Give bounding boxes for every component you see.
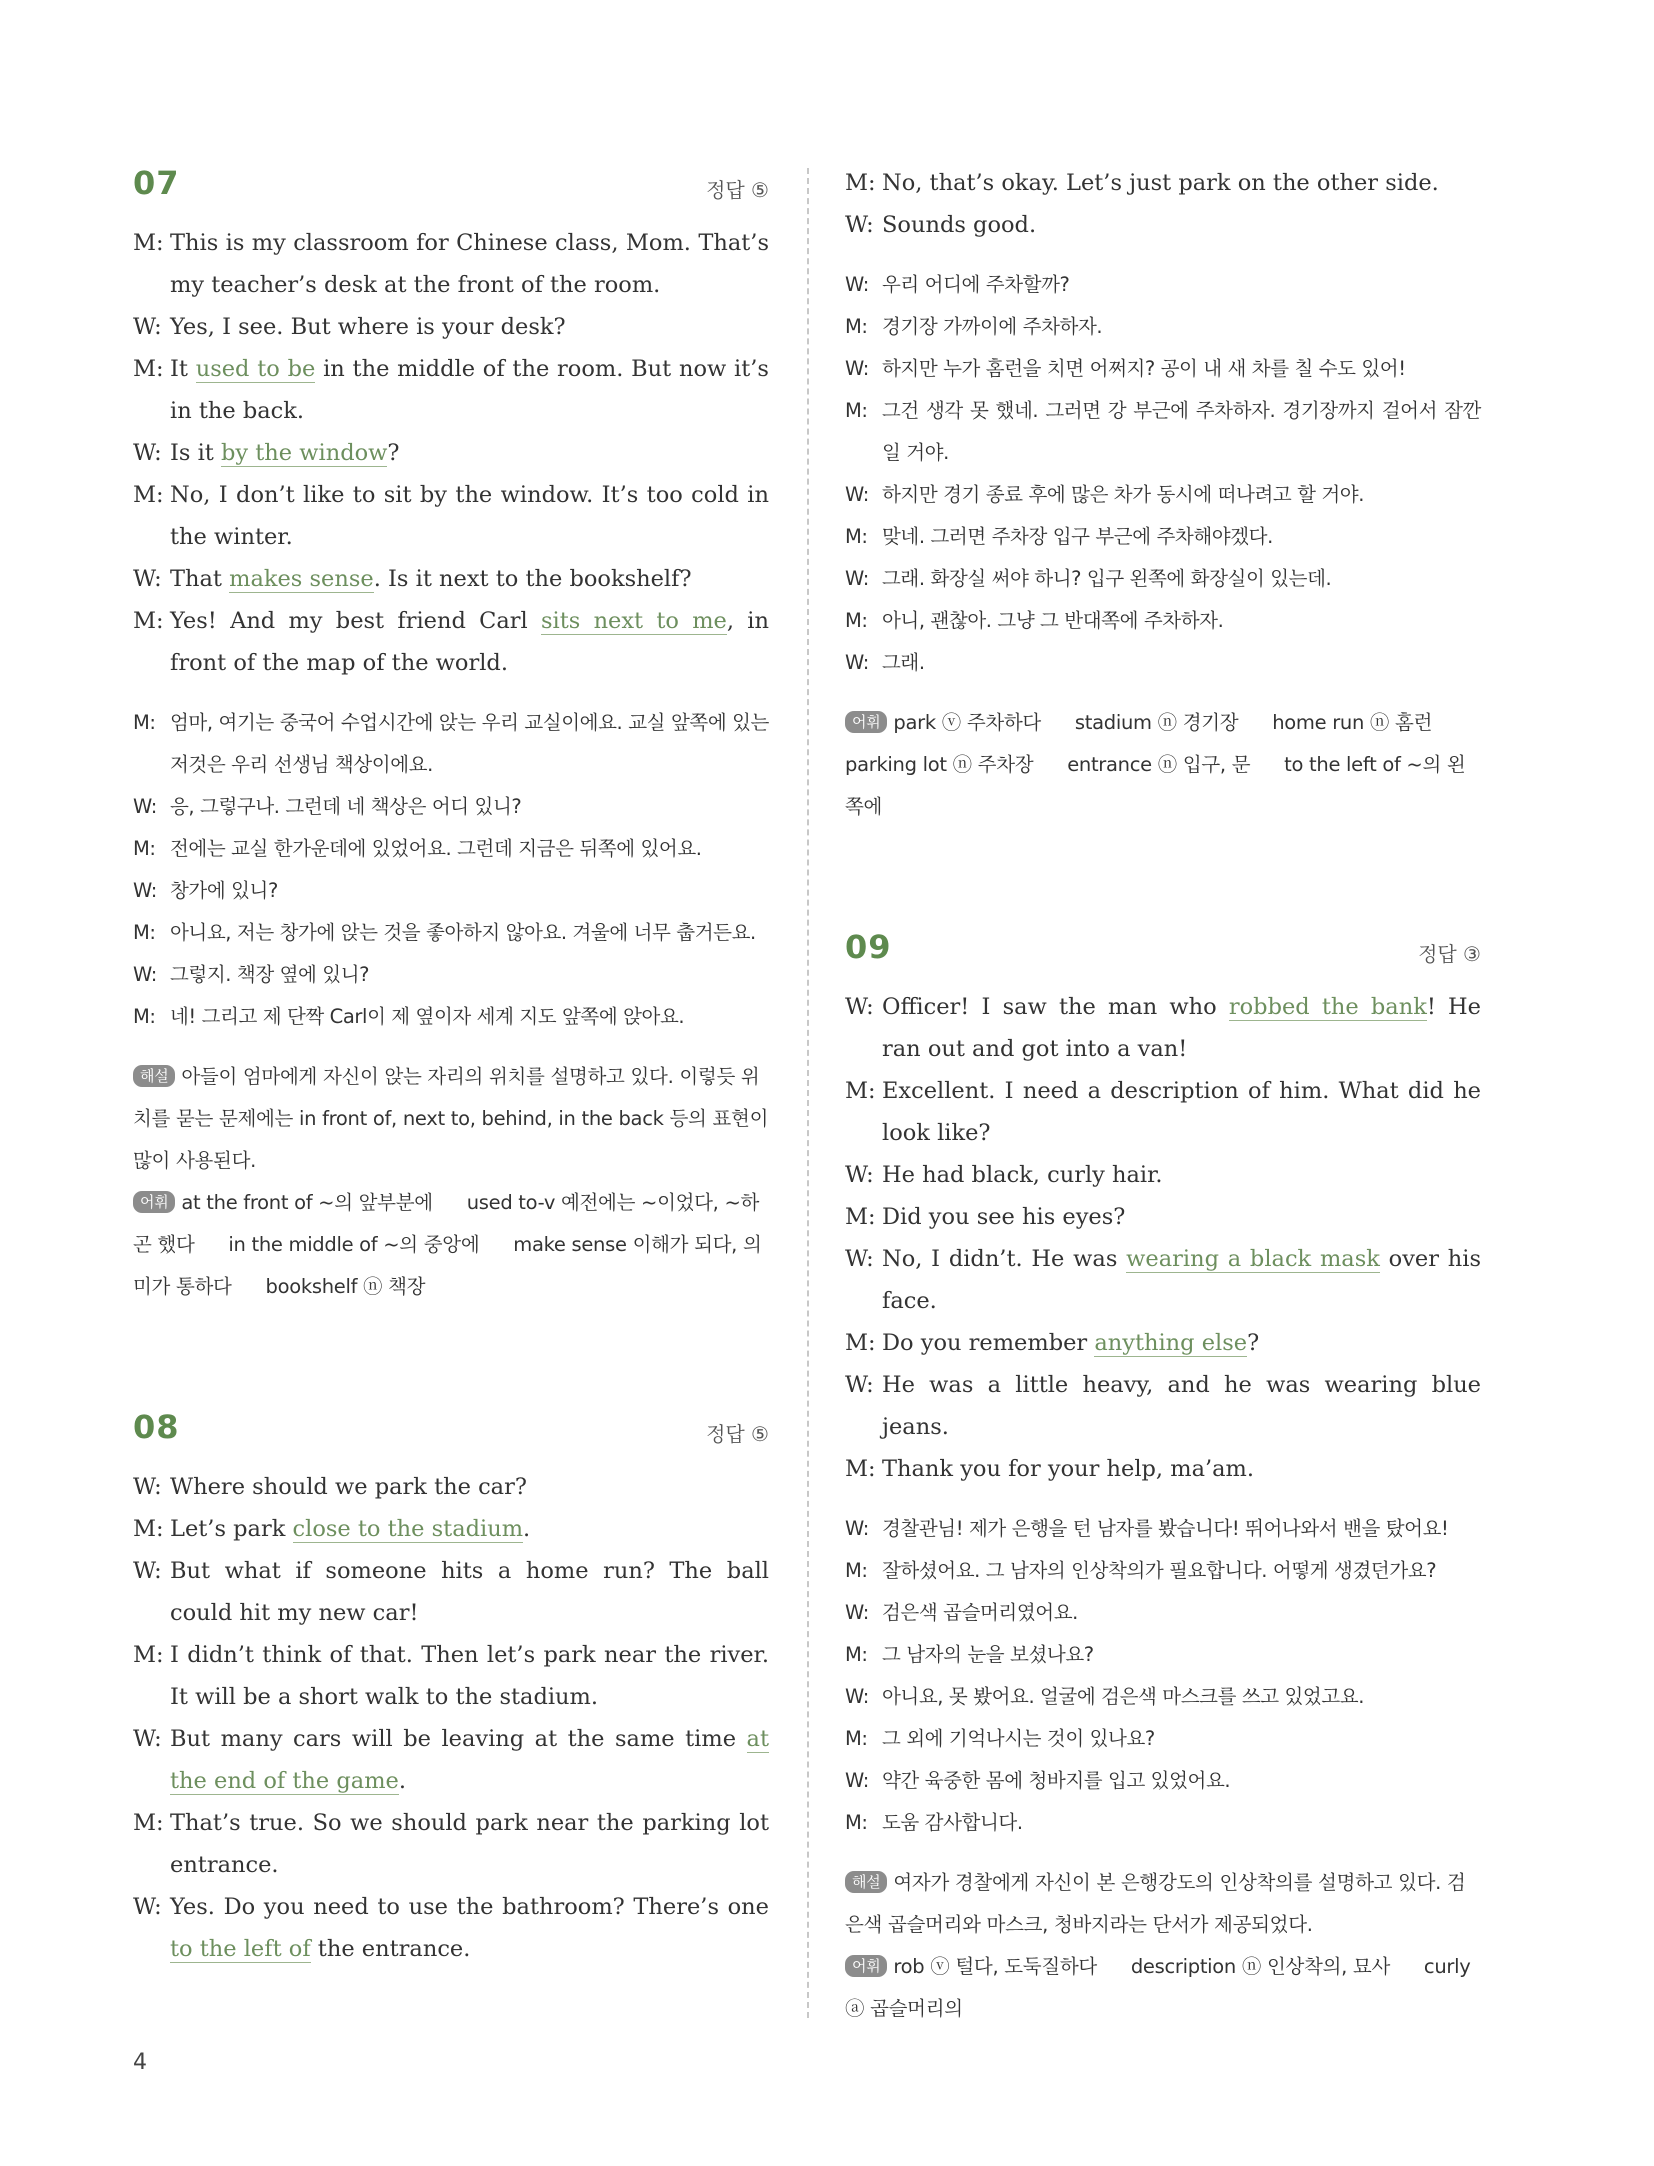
translation-text: 응, 그렇구나. 그런데 네 책상은 어디 있니? [170, 795, 522, 818]
translation-line [845, 1718, 1481, 1760]
vocab-tag: 어휘 [133, 1191, 175, 1213]
dialogue-text: He had black, curly hair. [882, 1162, 1163, 1188]
translation-line [133, 912, 769, 954]
vocab-item: used to-v 예전에는 ~이었다, ~하곤 했다 [133, 1191, 760, 1256]
vocab-item: entrance ⓝ 입구, 문 [1067, 753, 1251, 776]
question-number: 09 [845, 928, 892, 966]
translation-text: 그 남자의 눈을 보셨나요? [882, 1643, 1094, 1666]
vocab-item: curly ⓐ 곱슬머리의 [845, 1955, 1471, 2020]
dialogue-text: Sounds good. [882, 212, 1037, 238]
translation-text: 그렇지. 책장 옆에 있니? [170, 963, 370, 986]
dialogue-text: But many cars will be leaving at the same time [170, 1726, 747, 1752]
explanation-text: 여자가 경찰에게 자신이 본 은행강도의 인상착의를 설명하고 있다. 검은색 곱슬머리와 마스크, 청바지라는 단서가 제공되었다. [845, 1871, 1466, 1936]
dialogue-text: Yes, I see. But where is your desk? [170, 314, 566, 340]
dialogue-text: Yes. Do you need to use the bathroom? There’s one [170, 1894, 769, 1920]
dialogue-text: Do you remember [882, 1330, 1095, 1356]
speaker-label: W: [845, 1162, 874, 1188]
dialogue-line [845, 1364, 1481, 1448]
answer-label: 정답 ⑤ [706, 1422, 769, 1446]
q09-header [845, 924, 1481, 980]
dialogue-text: . [398, 1768, 407, 1794]
speaker-label: M: [845, 609, 868, 632]
translation-text: 경찰관님! 제가 은행을 턴 남자를 봤습니다! 뛰어나와서 밴을 탔어요! [882, 1517, 1449, 1540]
vocab-item: home run ⓝ 홈런 [1272, 711, 1433, 734]
dialogue-line [133, 1634, 769, 1718]
vocab-item: rob ⓥ 털다, 도둑질하다 [893, 1955, 1097, 1978]
translation-text: 전에는 교실 한가운데에 있었어요. 그런데 지금은 뒤쪽에 있어요. [170, 837, 702, 860]
answer-blank: at the end of the game [170, 1726, 769, 1794]
speaker-label: W: [133, 1558, 162, 1584]
translation-line [845, 1508, 1481, 1550]
dialogue-text: That [170, 566, 230, 592]
dialogue-text: the entrance. [310, 1936, 471, 1962]
translation-text: 그래. [882, 651, 925, 674]
speaker-label: M: [845, 1204, 876, 1230]
translation-text: 엄마, 여기는 중국어 수업시간에 앉는 우리 교실이에요. 교실 앞쪽에 있는 저것은 우리 선생님 책상이에요. [170, 711, 769, 776]
translation-line [133, 702, 769, 786]
speaker-label: W: [845, 357, 869, 380]
dialogue-text: No, that’s okay. Let’s just park on the other side. [882, 170, 1439, 196]
translation-line [845, 1676, 1481, 1718]
speaker-label: M: [133, 1516, 164, 1542]
dialogue-text: He was a little heavy, and he was wearing blue jeans. [882, 1372, 1481, 1440]
vocab-item: bookshelf ⓝ 책장 [265, 1275, 426, 1298]
speaker-label: W: [133, 879, 157, 902]
dialogue-text: ? [387, 440, 400, 466]
explanation-text: 아들이 엄마에게 자신이 앉는 자리의 위치를 설명하고 있다. 이렇듯 위치를 묻는 문제에는 in front of, next to, behind, in the back 등의 표현이 많이 사용된다. [133, 1065, 769, 1172]
dialogue-line [133, 348, 769, 432]
q09-translation [845, 1508, 1481, 1844]
translation-line [133, 828, 769, 870]
dialogue-line [845, 1322, 1481, 1364]
dialogue-line [133, 306, 769, 348]
answer-blank: close to the stadium [292, 1516, 524, 1542]
dialogue-line [845, 162, 1481, 204]
speaker-label: W: [845, 212, 874, 238]
q07-vocab [133, 1182, 769, 1308]
speaker-label: M: [133, 608, 164, 634]
speaker-label: W: [845, 1601, 869, 1624]
dialogue-text: . Is it next to the bookshelf? [373, 566, 692, 592]
q09-explanation [845, 1862, 1481, 1946]
dialogue-text: It [170, 356, 196, 382]
vocab-item: to the left of ~의 왼쪽에 [845, 753, 1466, 818]
q07-header [133, 160, 769, 216]
speaker-label: M: [845, 1559, 868, 1582]
translation-text: 도움 감사합니다. [882, 1811, 1023, 1834]
dialogue-text: Is it [170, 440, 221, 466]
dialogue-text: No, I didn’t. He was [882, 1246, 1127, 1272]
translation-text: 그 외에 기억나시는 것이 있나요? [882, 1727, 1155, 1750]
dialogue-text: Excellent. I need a description of him. What did he look like? [882, 1078, 1481, 1146]
speaker-label: W: [845, 1372, 874, 1398]
vocab-item: in the middle of ~의 중앙에 [228, 1233, 480, 1256]
translation-line [845, 1760, 1481, 1802]
speaker-label: M: [845, 1811, 868, 1834]
translation-text: 경기장 가까이에 주차하자. [882, 315, 1103, 338]
q07-dialogue [133, 222, 769, 684]
translation-text: 맞네. 그러면 주차장 입구 부근에 주차해야겠다. [882, 525, 1273, 548]
dialogue-line [133, 558, 769, 600]
dialogue-text: , in front of the map of the world. [170, 608, 769, 676]
translation-line [845, 600, 1481, 642]
dialogue-line [133, 1802, 769, 1886]
answer-blank: by the window [220, 440, 388, 466]
translation-line [845, 348, 1481, 390]
q08-translation [845, 264, 1481, 684]
dialogue-line [133, 474, 769, 558]
speaker-label: W: [845, 1685, 869, 1708]
speaker-label: W: [133, 1726, 162, 1752]
speaker-label: M: [133, 230, 164, 256]
dialogue-line [845, 1238, 1481, 1322]
answer-blank: to the left of [170, 1936, 311, 1962]
dialogue-text: ? [1247, 1330, 1260, 1356]
explanation-tag: 해설 [133, 1065, 175, 1087]
speaker-label: M: [133, 1005, 156, 1028]
translation-text: 창가에 있니? [170, 879, 278, 902]
dialogue-text: Did you see his eyes? [882, 1204, 1126, 1230]
translation-line [133, 996, 769, 1038]
vocab-item: stadium ⓝ 경기장 [1074, 711, 1239, 734]
translation-line [133, 786, 769, 828]
dialogue-line [133, 222, 769, 306]
page-number: 4 [133, 2050, 147, 2075]
dialogue-line [133, 1466, 769, 1508]
translation-text: 잘하셨어요. 그 남자의 인상착의가 필요합니다. 어떻게 생겼던가요? [882, 1559, 1437, 1582]
speaker-label: W: [845, 483, 869, 506]
speaker-label: M: [133, 711, 156, 734]
translation-text: 하지만 경기 종료 후에 많은 차가 동시에 떠나려고 할 거야. [882, 483, 1365, 506]
translation-line [845, 642, 1481, 684]
right-column [845, 162, 1481, 2030]
dialogue-text: That’s true. So we should park near the parking lot entrance. [170, 1810, 769, 1878]
speaker-label: M: [845, 1078, 876, 1104]
dialogue-line [845, 1154, 1481, 1196]
dialogue-text: ! He ran out and got into a van! [882, 994, 1481, 1062]
answer-blank: makes sense [229, 566, 374, 592]
translation-text: 그래. 화장실 써야 하니? 입구 왼쪽에 화장실이 있는데. [882, 567, 1332, 590]
translation-line [133, 870, 769, 912]
vocab-item: parking lot ⓝ 주차장 [845, 753, 1034, 776]
q08-dialogue-part1 [133, 1466, 769, 1970]
translation-line [133, 954, 769, 996]
translation-line [845, 1592, 1481, 1634]
dialogue-text: Officer! I saw the man who [882, 994, 1229, 1020]
dialogue-line [133, 1508, 769, 1550]
answer-blank: robbed the bank [1228, 994, 1427, 1020]
q08-header [133, 1404, 769, 1460]
speaker-label: W: [845, 567, 869, 590]
q07-translation [133, 702, 769, 1038]
dialogue-line [845, 986, 1481, 1070]
speaker-label: M: [133, 482, 164, 508]
dialogue-line [845, 204, 1481, 246]
speaker-label: M: [133, 921, 156, 944]
answer-blank: used to be [195, 356, 316, 382]
dialogue-text: in the middle of the room. But now it’s in the back. [170, 356, 769, 424]
dialogue-text: Let’s park [170, 1516, 293, 1542]
question-number: 07 [133, 164, 180, 202]
answer-label: 정답 ⑤ [706, 178, 769, 202]
speaker-label: M: [845, 170, 876, 196]
answer-blank: anything else [1094, 1330, 1248, 1356]
translation-text: 우리 어디에 주차할까? [882, 273, 1070, 296]
vocab-tag: 어휘 [845, 711, 887, 733]
vocab-item: description ⓝ 인상착의, 묘사 [1130, 1955, 1390, 1978]
q08-vocab [845, 702, 1481, 828]
translation-line [845, 558, 1481, 600]
dialogue-text: over his face. [882, 1246, 1481, 1314]
answer-blank: wearing a black mask [1126, 1246, 1380, 1272]
speaker-label: W: [845, 1769, 869, 1792]
dialogue-line [133, 432, 769, 474]
speaker-label: M: [133, 837, 156, 860]
speaker-label: M: [133, 1810, 164, 1836]
question-number: 08 [133, 1408, 180, 1446]
vocab-item: park ⓥ 주차하다 [893, 711, 1041, 734]
dialogue-line [133, 1550, 769, 1634]
speaker-label: W: [133, 440, 162, 466]
translation-line [845, 1550, 1481, 1592]
dialogue-line [845, 1070, 1481, 1154]
q07-explanation [133, 1056, 769, 1182]
speaker-label: W: [845, 1246, 874, 1272]
translation-line [845, 474, 1481, 516]
translation-line [845, 390, 1481, 474]
vocab-item: make sense 이해가 되다, 의미가 통하다 [133, 1233, 762, 1298]
dialogue-text: Where should we park the car? [170, 1474, 527, 1500]
dialogue-line [133, 1886, 769, 1970]
speaker-label: M: [133, 356, 164, 382]
q09-vocab [845, 1946, 1481, 2030]
translation-text: 약간 육중한 몸에 청바지를 입고 있었어요. [882, 1769, 1231, 1792]
left-column [133, 160, 769, 1970]
dialogue-line [845, 1196, 1481, 1238]
translation-text: 검은색 곱슬머리였어요. [882, 1601, 1078, 1624]
vocab-item: at the front of ~의 앞부분에 [181, 1191, 433, 1214]
speaker-label: W: [133, 566, 162, 592]
dialogue-line [845, 1448, 1481, 1490]
dialogue-text: But what if someone hits a home run? The ball could hit my new car! [170, 1558, 769, 1626]
answer-label: 정답 ③ [1418, 942, 1481, 966]
translation-line [845, 306, 1481, 348]
q09-dialogue [845, 986, 1481, 1490]
dialogue-text: Thank you for your help, ma’am. [882, 1456, 1255, 1482]
dialogue-text: Yes! And my best friend Carl [170, 608, 541, 634]
dialogue-text: I didn’t think of that. Then let’s park near the river. It will be a short walk to the stadium. [170, 1642, 769, 1710]
dialogue-line [133, 1718, 769, 1802]
answer-blank: sits next to me [540, 608, 727, 634]
speaker-label: M: [845, 399, 868, 422]
speaker-label: M: [845, 1643, 868, 1666]
speaker-label: M: [133, 1642, 164, 1668]
q08-dialogue-part2 [845, 162, 1481, 246]
translation-text: 아니요, 저는 창가에 앉는 것을 좋아하지 않아요. 겨울에 너무 춥거든요. [170, 921, 756, 944]
speaker-label: W: [133, 314, 162, 340]
speaker-label: W: [845, 273, 869, 296]
speaker-label: W: [845, 994, 874, 1020]
translation-line [845, 1802, 1481, 1844]
translation-line [845, 516, 1481, 558]
speaker-label: W: [133, 795, 157, 818]
vocab-tag: 어휘 [845, 1955, 887, 1977]
speaker-label: W: [133, 1474, 162, 1500]
dialogue-text: This is my classroom for Chinese class, Mom. That’s my teacher’s desk at the front of the room. [170, 230, 769, 298]
speaker-label: M: [845, 1727, 868, 1750]
speaker-label: M: [845, 1456, 876, 1482]
dialogue-text: . [523, 1516, 531, 1542]
translation-text: 네! 그리고 제 단짝 Carl이 제 옆이자 세계 지도 앞쪽에 앉아요. [170, 1005, 685, 1028]
speaker-label: M: [845, 315, 868, 338]
speaker-label: W: [133, 1894, 162, 1920]
speaker-label: M: [845, 525, 868, 548]
translation-text: 하지만 누가 홈런을 치면 어쩌지? 공이 내 새 차를 칠 수도 있어! [882, 357, 1406, 380]
translation-line [845, 1634, 1481, 1676]
speaker-label: W: [845, 651, 869, 674]
translation-text: 아니요, 못 봤어요. 얼굴에 검은색 마스크를 쓰고 있었고요. [882, 1685, 1365, 1708]
speaker-label: W: [133, 963, 157, 986]
translation-line [845, 264, 1481, 306]
translation-text: 아니, 괜찮아. 그냥 그 반대쪽에 주차하자. [882, 609, 1224, 632]
speaker-label: M: [845, 1330, 876, 1356]
translation-text: 그건 생각 못 했네. 그러면 강 부근에 주차하자. 경기장까지 걸어서 잠깐일 거야. [882, 399, 1481, 464]
speaker-label: W: [845, 1517, 869, 1540]
dialogue-text: No, I don’t like to sit by the window. It’s too cold in the winter. [170, 482, 769, 550]
column-divider [807, 168, 809, 2018]
dialogue-line [133, 600, 769, 684]
explanation-tag: 해설 [845, 1871, 887, 1893]
